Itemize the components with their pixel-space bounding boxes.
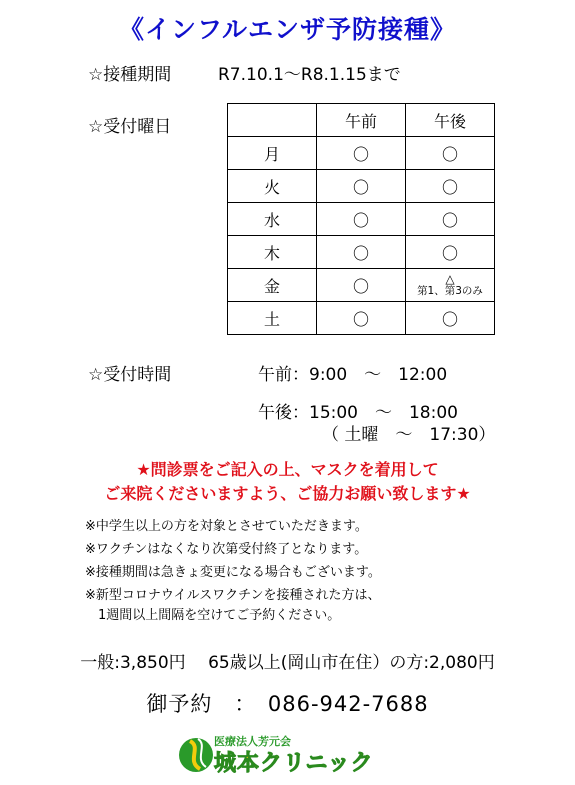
note-item: 1週間以上間隔を空けてご予約ください。	[85, 608, 341, 623]
table-row	[228, 203, 495, 236]
clinic-logo-subtitle: 医療法人芳元会	[214, 735, 291, 748]
days-label: ☆受付曜日	[88, 117, 172, 137]
am-cell: 〇	[317, 170, 406, 203]
period-value: R7.10.1～R8.1.15まで	[218, 65, 401, 85]
day-cell: 金	[228, 269, 317, 302]
table-row	[228, 170, 495, 203]
pm-note: 第1、第3のみ	[417, 285, 483, 297]
am-cell: 〇	[317, 137, 406, 170]
table-header-am: 午前	[317, 104, 406, 137]
pm-cell: 〇	[406, 302, 495, 335]
pm-mark: △	[445, 272, 455, 286]
schedule-table	[227, 103, 495, 335]
note-item: ※中学生以上の方を対象とさせていただきます。	[85, 519, 368, 534]
table-row	[228, 236, 495, 269]
hours-saturday: （ 土曜 ～ 17:30）	[322, 425, 496, 445]
am-cell: 〇	[317, 236, 406, 269]
table-row	[228, 269, 495, 302]
table-header-row	[228, 104, 495, 137]
table-row	[228, 302, 495, 335]
table-header-pm: 午後	[406, 104, 495, 137]
am-cell: 〇	[317, 203, 406, 236]
notice-line-2: ご来院くださいますよう、ご協力お願い致します★	[104, 484, 471, 503]
price-info: 一般:3,850円 65歳以上(岡山市在住）の方:2,080円	[80, 653, 495, 673]
reservation-phone: 御予約 ： 086-942-7688	[146, 692, 429, 716]
pm-cell	[406, 269, 495, 302]
hours-pm: 午後：15:00 ～ 18:00	[258, 403, 458, 423]
hours-am: 午前：9:00 ～ 12:00	[258, 365, 448, 385]
day-cell: 月	[228, 137, 317, 170]
clinic-logo-name: 城本クリニック	[214, 751, 374, 776]
note-item: ※ワクチンはなくなり次第受付終了となります。	[85, 542, 368, 557]
period-label: ☆接種期間	[88, 65, 172, 85]
hours-label: ☆受付時間	[88, 365, 172, 385]
day-cell: 土	[228, 302, 317, 335]
note-item: ※新型コロナウイルスワクチンを接種された方は、	[85, 588, 381, 603]
pm-cell: 〇	[406, 137, 495, 170]
pm-cell: 〇	[406, 236, 495, 269]
day-cell: 木	[228, 236, 317, 269]
table-row	[228, 137, 495, 170]
note-item: ※接種期間は急きょ変更になる場合もございます。	[85, 565, 381, 580]
notice-line-1: ★問診票をご記入の上、マスクを着用して	[136, 460, 439, 479]
pm-cell: 〇	[406, 203, 495, 236]
am-cell: 〇	[317, 269, 406, 302]
table-header-blank	[228, 104, 317, 137]
page-title: 《インフルエンザ予防接種》	[118, 15, 456, 44]
pm-cell: 〇	[406, 170, 495, 203]
day-cell: 火	[228, 170, 317, 203]
day-cell: 水	[228, 203, 317, 236]
am-cell: 〇	[317, 302, 406, 335]
